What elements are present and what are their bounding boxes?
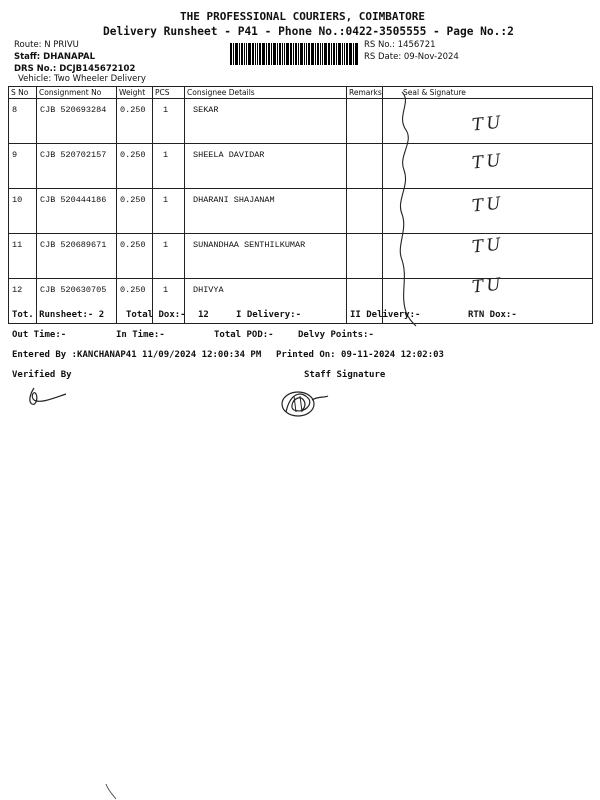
cell-sno: 11	[9, 234, 37, 279]
cell-sno: 8	[9, 99, 37, 144]
cell-sno: 12	[9, 279, 37, 324]
barcode	[230, 43, 358, 65]
handwritten-mark-row-9: TU	[471, 150, 505, 174]
verifier-signature	[26, 384, 76, 410]
handwritten-mark-row-12: TU	[471, 274, 505, 298]
table-header-row	[9, 87, 593, 99]
cell-remarks	[347, 99, 383, 144]
staff-signature-scribble	[274, 382, 330, 422]
cell-weight: 0.250	[117, 99, 153, 144]
total-pod: Total POD:-	[214, 330, 274, 340]
cell-consignment: CJB 520630705	[37, 279, 117, 324]
handwritten-mark-row-8: TU	[471, 112, 505, 136]
cell-pcs: 1	[153, 189, 185, 234]
handwritten-mark-row-10: TU	[471, 193, 505, 217]
total-dox-label: Total Dox:-	[126, 310, 186, 320]
cell-remarks	[347, 189, 383, 234]
cell-pcs: 1	[153, 234, 185, 279]
handwritten-mark-row-11: TU	[471, 234, 505, 258]
cell-pcs: 1	[153, 99, 185, 144]
col-header-weight: Weight	[117, 87, 153, 99]
cell-weight: 0.250	[117, 234, 153, 279]
table-row	[9, 234, 593, 279]
cell-sno: 10	[9, 189, 37, 234]
cell-consignee: SUNANDHAA SENTHILKUMAR	[185, 234, 347, 279]
col-header-consignment: Consignment No	[37, 87, 117, 99]
out-time: Out Time:-	[12, 330, 67, 340]
cell-sno: 9	[9, 144, 37, 189]
table-row	[9, 144, 593, 189]
verified-by-label: Verified By	[12, 370, 72, 380]
table-row	[9, 99, 593, 144]
printed-on: Printed On: 09-11-2024 12:02:03	[276, 350, 444, 360]
vehicle-label: Vehicle: Two Wheeler Delivery	[18, 74, 146, 84]
cell-consignment: CJB 520693284	[37, 99, 117, 144]
col-header-remarks: Remarks	[347, 87, 383, 99]
cell-pcs: 1	[153, 279, 185, 324]
col-header-seal: Seal & Signature	[383, 87, 593, 99]
cell-consignment: CJB 520702157	[37, 144, 117, 189]
runsheet-title: Delivery Runsheet - P41 - Phone No.:0422-3505555 - Page No.:2	[103, 25, 514, 38]
cell-consignee: DHIVYA	[185, 279, 347, 324]
col-header-sno: S No	[9, 87, 37, 99]
cell-consignee: SHEELA DAVIDAR	[185, 144, 347, 189]
drs-number: DRS No.: DCJB145672102	[14, 64, 136, 74]
staff-signature-label: Staff Signature	[304, 370, 386, 380]
table-row	[9, 189, 593, 234]
cell-remarks	[347, 144, 383, 189]
rs-date: RS Date: 09-Nov-2024	[364, 52, 459, 62]
stray-mark	[104, 784, 118, 800]
tot-runsheet: Tot. Runsheet:- 2	[12, 310, 105, 320]
rtn-dox: RTN Dox:-	[468, 310, 517, 320]
delvy-points: Delvy Points:-	[298, 330, 374, 340]
cell-consignee: SEKAR	[185, 99, 347, 144]
cell-consignment: CJB 520689671	[37, 234, 117, 279]
in-time: In Time:-	[116, 330, 165, 340]
staff-label: Staff: DHANAPAL	[14, 52, 96, 62]
cell-weight: 0.250	[117, 144, 153, 189]
cell-weight: 0.250	[117, 279, 153, 324]
total-dox-value: 12	[198, 310, 209, 320]
cell-consignee: DHARANI SHAJANAM	[185, 189, 347, 234]
cell-remarks	[347, 234, 383, 279]
handwritten-bracket-line	[390, 90, 430, 330]
col-header-consignee: Consignee Details	[185, 87, 347, 99]
ii-delivery: II Delivery:-	[350, 310, 421, 320]
i-delivery: I Delivery:-	[236, 310, 302, 320]
col-header-pcs: PCS	[153, 87, 185, 99]
runsheet-table	[8, 86, 593, 324]
cell-pcs: 1	[153, 144, 185, 189]
cell-weight: 0.250	[117, 189, 153, 234]
cell-consignment: CJB 520444186	[37, 189, 117, 234]
entered-by: Entered By :KANCHANAP41 11/09/2024 12:00:34 PM	[12, 350, 262, 360]
rs-number: RS No.: 1456721	[364, 40, 436, 50]
company-title: THE PROFESSIONAL COURIERS, COIMBATORE	[180, 10, 426, 23]
route-label: Route: N PRIVU	[14, 40, 79, 50]
